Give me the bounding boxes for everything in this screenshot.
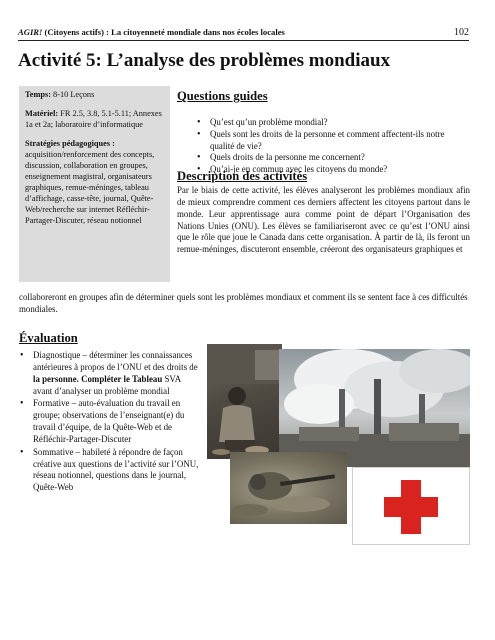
temps-label: Temps: (25, 90, 51, 99)
running-header (18, 27, 469, 37)
evaluation-summative: • Sommative – habileté à répondre de façon créative aux questions de l’activité sur l’ONU, réseau notionnel, questions dans le journal, Quête-Web (19, 447, 201, 494)
child-poverty-photo (207, 344, 282, 459)
header-divider (18, 40, 469, 41)
question-item: • Quels droits de la personne me concernent? (196, 152, 468, 164)
description-text: Par le biais de cette activité, les élèves analyseront les problèmes mondiaux afin de mieux comprendre comment ces derniers affectent les citoyens partout dans le monde. Leur apprentissage aura comme point de départ l’Organisation des Nations Unies (ONU). Les élèves se familiariseront avec ce qu’est l’ONU ainsi que le rôle que joue le Canada dans cette organisation. À partir de là, ils feront un remue-méninges, discuteront ensemble, créeront des organisateurs graphiques et (177, 185, 470, 255)
questions-heading: Questions guides (177, 89, 268, 103)
header-book-title: AGIR! (18, 27, 43, 37)
materiel-value: FR 2.5, 3.8, 5.1-5.11; Annexes 1a et 2a; laboratoire d’informatique (25, 109, 162, 129)
activity-info-box (19, 86, 170, 282)
page-number: 102 (454, 27, 469, 38)
header-subtitle: (Citoyens actifs) : La citoyenneté mondiale dans nos écoles locales (42, 27, 285, 37)
description-text-continued: collaboreront en groupes afin de déterminer quels sont les problèmes mondiaux et comment ils se sentent face à ces difficultés mondiales. (19, 292, 468, 314)
materiel-label: Matériel: (25, 109, 59, 118)
evaluation-formative: • Formative – auto-évaluation du travail en groupe; observations de l’enseignant(e) du travail d’équipe, de la Quête-Web et de Réfléchir-Partager-Discuter (19, 398, 201, 445)
war-soldier-photo (230, 452, 347, 524)
question-item: • Quels sont les droits de la personne et comment affectent-ils notre qualité de vie? (196, 129, 468, 153)
question-item: • Qu’ai-je en commun avec les citoyens du monde? (196, 164, 468, 176)
evaluation-list (19, 350, 201, 495)
strategies-info (25, 138, 164, 226)
question-item: • Qu’est qu’un problème mondial? (196, 117, 468, 129)
evaluation-diagnostic (19, 350, 201, 397)
industrial-pollution-photo (279, 349, 470, 467)
description-heading: Description des activités (177, 169, 308, 183)
strategies-value: acquisition/renforcement des concepts, discussion, collaboration en groupes, enseignement magistral, organisateurs graphiques, remue-méninges, tableau d’affichage, casse-tête, journal, Quête-Web/recherche sur internet Réfléchir-Partager-Discuter, réseau notionnel (25, 150, 155, 225)
evaluation-diagnostic-text: Diagnostique – déterminer les connaissances antérieures à propos de l’ONU et des droits de (33, 350, 198, 372)
strategies-label: Stratégies pédagogiques : (25, 139, 115, 148)
red-cross-image (352, 467, 470, 545)
evaluation-diagnostic-bold: la personne. Compléter le Tableau (33, 373, 163, 384)
temps-info (25, 89, 164, 100)
evaluation-heading: Évaluation (19, 331, 78, 345)
questions-list (196, 117, 468, 176)
page-title: Activité 5: L’analyse des problèmes mondiaux (18, 50, 391, 71)
materiel-info (25, 108, 164, 130)
evaluation-diagnostic-text-end: SVA avant d’analyser un problème mondial (33, 373, 181, 396)
temps-value: 8-10 Leçons (50, 90, 95, 99)
